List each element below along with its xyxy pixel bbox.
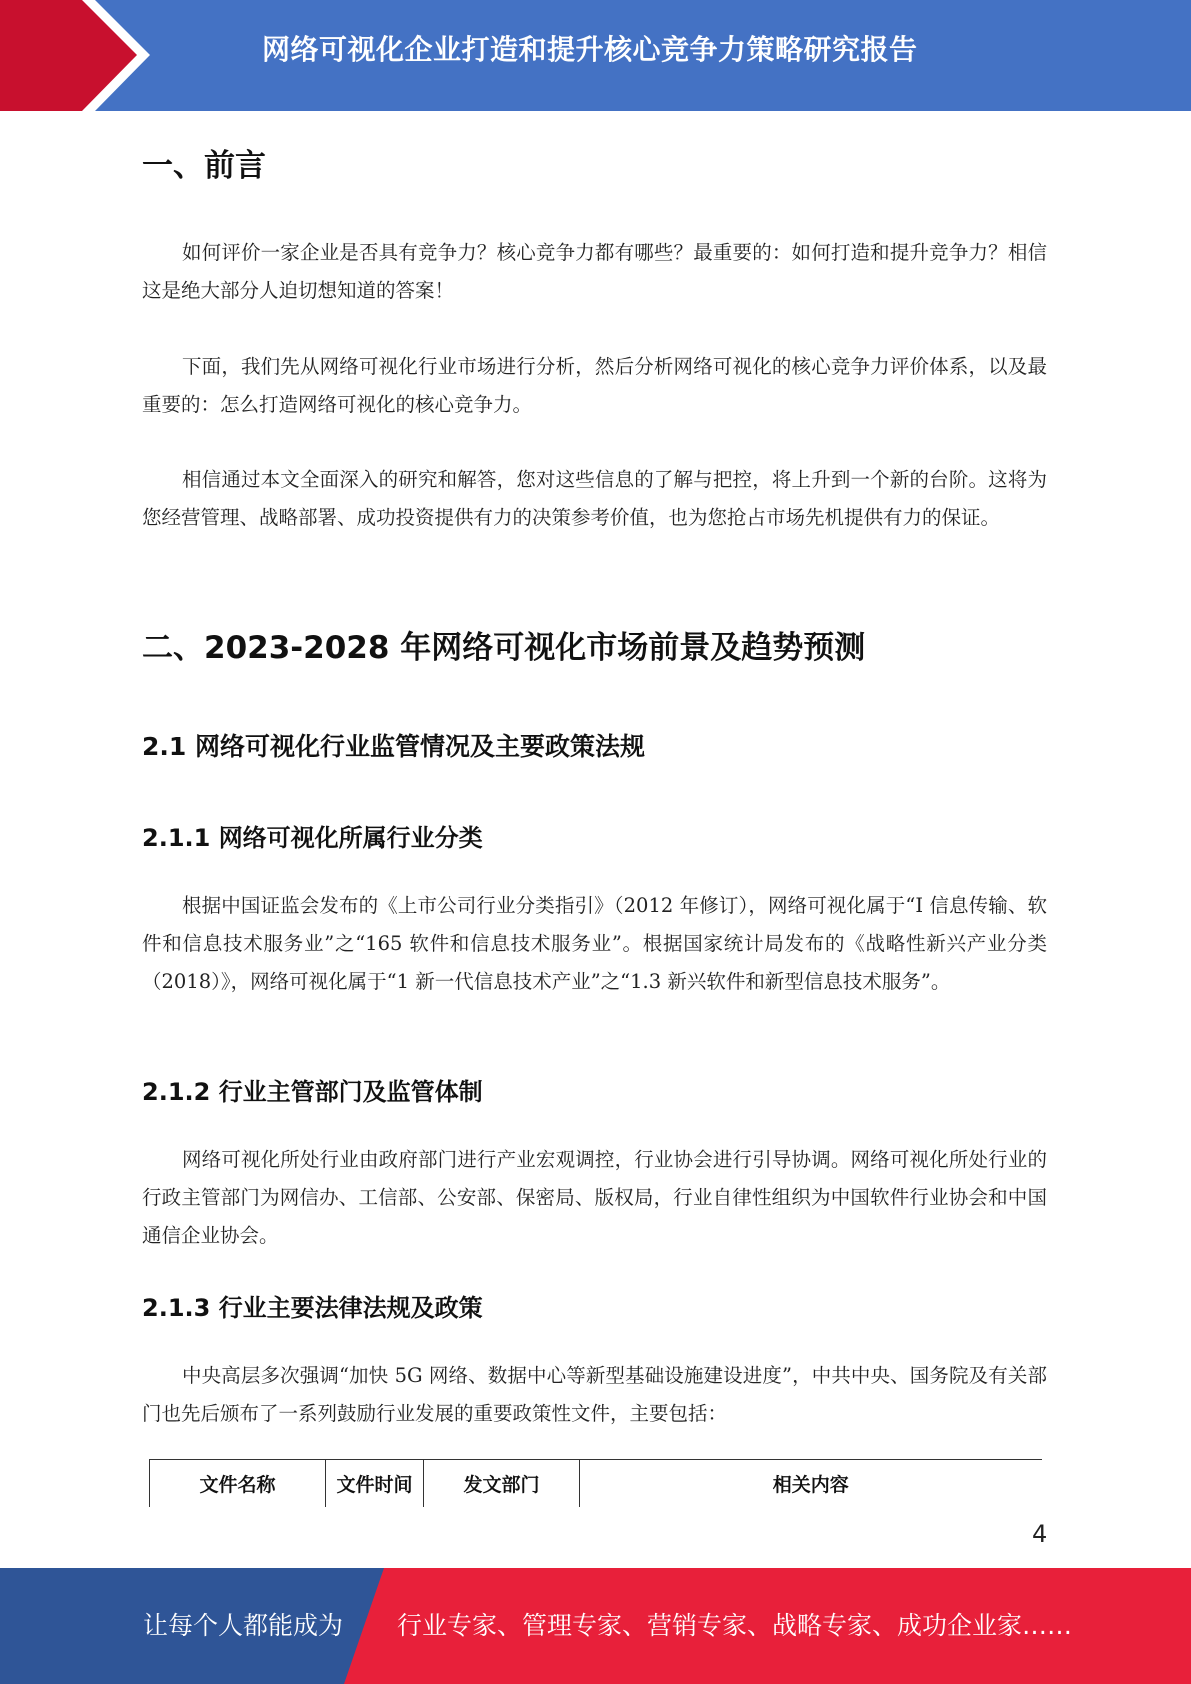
table-header-cell: 文件时间: [326, 1460, 424, 1508]
page-number: 4: [1032, 1520, 1048, 1548]
section-2-heading: 二、2023-2028 年网络可视化市场前景及趋势预测: [142, 630, 866, 666]
section-1-paragraph-3: 相信通过本文全面深入的研究和解答，您对这些信息的了解与把控，将上升到一个新的台阶。这将为您经营管理、战略部署、成功投资提供有力的决策参考价值，也为您抢占市场先机提供有力的保证。: [142, 468, 1047, 529]
section-1-heading: 一、前言: [142, 148, 266, 184]
section-2-1-1-paragraph: 根据中国证监会发布的《上市公司行业分类指引》（2012 年修订），网络可视化属于“I 信息传输、软件和信息技术服务业”之“165 软件和信息技术服务业”。根据国家统计局发布的《战略性新兴产业分类（2018）》，网络可视化属于“1 新一代信息技术产业”之“1.3 新兴软件和新型信息技术服务”。: [142, 894, 1047, 993]
footer-slogan-left: 让每个人都能成为: [143, 1611, 344, 1640]
section-1-paragraph-1: 如何评价一家企业是否具有竞争力？核心竞争力都有哪些？最重要的：如何打造和提升竞争力？相信这是绝大部分人迫切想知道的答案！: [142, 241, 1047, 302]
policy-table: [149, 1459, 1042, 1507]
section-2-1-heading: 2.1 网络可视化行业监管情况及主要政策法规: [142, 732, 645, 761]
footer-slogan-right: 行业专家、管理专家、营销专家、战略专家、成功企业家……: [397, 1611, 1073, 1640]
page-footer: [0, 1568, 1191, 1684]
table-header-row: [150, 1460, 1042, 1508]
section-2-1-1-heading: 2.1.1 网络可视化所属行业分类: [142, 824, 483, 852]
section-1-paragraph-2: 下面，我们先从网络可视化行业市场进行分析，然后分析网络可视化的核心竞争力评价体系，以及最重要的：怎么打造网络可视化的核心竞争力。: [142, 355, 1047, 416]
page-header: [0, 0, 1191, 111]
section-2-1-3-paragraph: 中央高层多次强调“加快 5G 网络、数据中心等新型基础设施建设进度”，中共中央、国务院及有关部门也先后颁布了一系列鼓励行业发展的重要政策性文件，主要包括：: [142, 1364, 1047, 1425]
header-title: 网络可视化企业打造和提升核心竞争力策略研究报告: [262, 33, 918, 66]
section-2-1-3-heading: 2.1.3 行业主要法律法规及政策: [142, 1294, 483, 1322]
table-header-cell: 发文部门: [424, 1460, 580, 1508]
section-2-1-2-paragraph: 网络可视化所处行业由政府部门进行产业宏观调控，行业协会进行引导协调。网络可视化所处行业的行政主管部门为网信办、工信部、公安部、保密局、版权局，行业自律性组织为中国软件行业协会和中国通信企业协会。: [142, 1148, 1047, 1247]
table-header-cell: 文件名称: [150, 1460, 326, 1508]
section-2-1-2-heading: 2.1.2 行业主管部门及监管体制: [142, 1078, 483, 1106]
table-header-cell: 相关内容: [580, 1460, 1042, 1508]
